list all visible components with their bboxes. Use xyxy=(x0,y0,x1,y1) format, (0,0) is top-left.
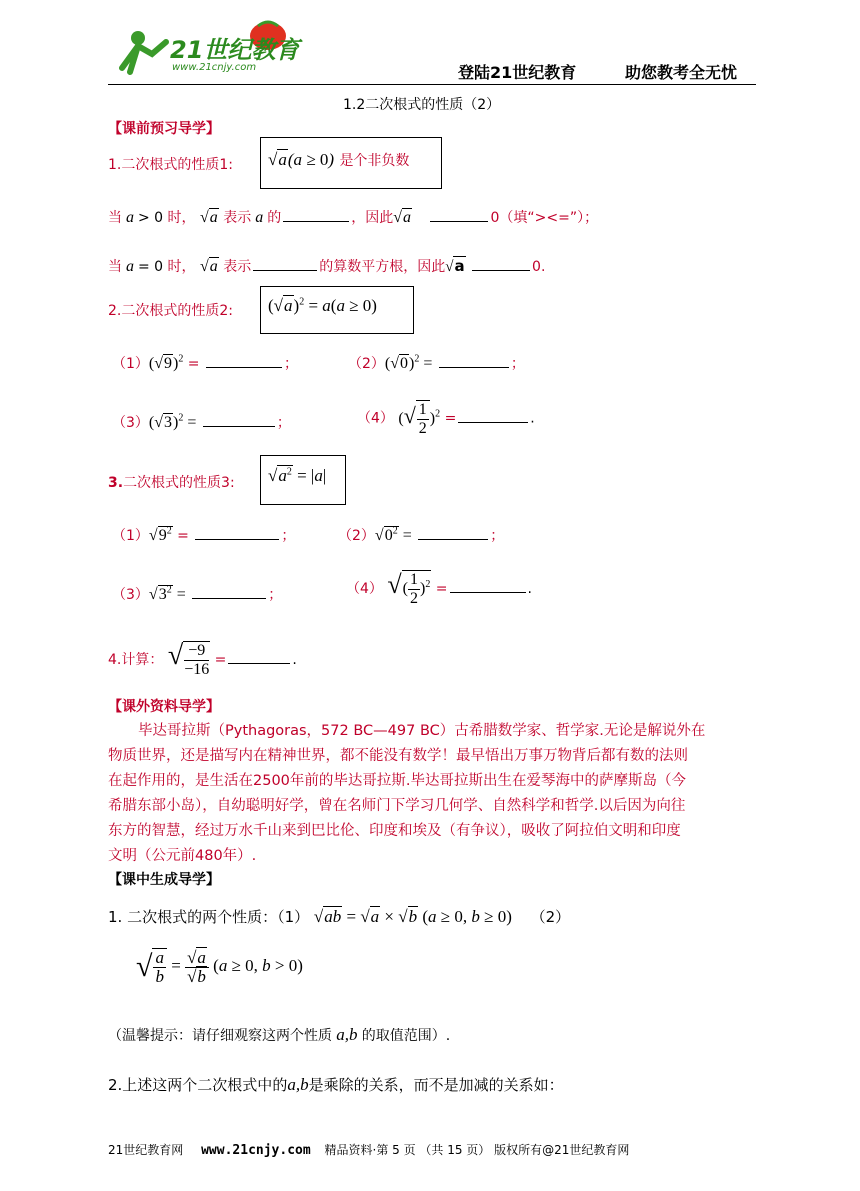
class-item2: 2.上述这两个二次根式中的a,b是乘除的关系，而不是加减的关系如： xyxy=(108,1075,564,1094)
reading-line: 文明（公元前480年）. xyxy=(108,848,257,864)
property3-formula: $√a^2 = |a|$ xyxy=(268,466,327,485)
property2-formula: $(√a)^2 = a(a \ge 0)$ xyxy=(268,296,377,315)
property1-line2: 当 a = 0 时， √a 表示 的算数平方根，因此√a 0. xyxy=(108,252,545,276)
header-slogan-right: 助您教考全无忧 xyxy=(625,63,738,82)
footer-url[interactable]: www.21cnjy.com xyxy=(201,1143,311,1158)
blank[interactable] xyxy=(430,203,488,222)
blank[interactable] xyxy=(439,349,509,368)
property2-label: 2.二次根式的性质2: xyxy=(108,303,233,319)
property1-box-tail: 是个非负数 xyxy=(339,153,410,169)
blank[interactable] xyxy=(206,349,282,368)
property3-q3: $(3)√3^2$ = ； xyxy=(112,580,282,604)
section-heading-extra: 【课外资料导学】 xyxy=(108,699,220,715)
property1-label: 1.二次根式的性质1: xyxy=(108,157,233,173)
class-item1-formula2: √ $\frac{a}{b}$ = $\frac{√a}{√b}$ (a ≥ 0, b > 0) xyxy=(136,947,303,986)
reading-line: 物质世界，还是描写内在精神世界，都不能没有数学！最早悟出万事万物背后都有数的法则 xyxy=(108,748,688,764)
blank[interactable] xyxy=(203,408,275,427)
reading-text xyxy=(108,719,758,869)
property3-q1: $(1)√9^2$ = ； xyxy=(112,521,295,545)
header-rule xyxy=(108,84,756,85)
class-item1: 1. 二次根式的两个性质：（1） √ab = √a × √b (a ≥ 0, b ≥ 0) （2） xyxy=(108,907,571,926)
footer-site: 21世纪教育网 xyxy=(108,1143,184,1157)
blank[interactable] xyxy=(418,521,488,540)
reading-line: 毕达哥拉斯（Pythagoras，572 BC—497 BC）古希腊数学家、哲学家.无论是解说外在 xyxy=(138,723,706,739)
footer-page-info: 精品资料·第 5 页 （共 15 页） 版权所有@21世纪教育网 xyxy=(324,1143,630,1157)
property2-q1: $(1)(√9)^2$ = ； xyxy=(112,349,298,373)
page-title: 1.2二次根式的性质（2） xyxy=(343,97,501,113)
section-heading-preview: 【课前预习导学】 xyxy=(108,121,220,137)
blank[interactable] xyxy=(228,645,290,664)
class-hint: （温馨提示：请仔细观察这两个性质 a,b 的取值范围）. xyxy=(108,1025,451,1044)
calc-question: 4.计算： √ $\frac{-9}{-16}$ = . xyxy=(108,640,297,679)
blank[interactable] xyxy=(450,574,526,593)
blank[interactable] xyxy=(253,252,317,271)
logo-url: www.21cnjy.com xyxy=(172,62,257,73)
property1-line1: 当 a > 0 时， √a 表示 a 的 ，因此√a 0（填“><=”）； xyxy=(108,203,598,227)
reading-line: 东方的智慧，经过万水千山来到巴比伦、印度和埃及（有争议），吸收了阿拉伯文明和印度 xyxy=(108,823,681,839)
blank[interactable] xyxy=(195,521,279,540)
blank[interactable] xyxy=(283,203,349,222)
footer xyxy=(108,1141,629,1158)
property3-q4: （4） √( $\frac{1}{2}$ )$^2$ = . xyxy=(346,570,532,607)
blank[interactable] xyxy=(458,404,528,423)
blank[interactable] xyxy=(192,580,266,599)
reading-line: 在起作用的，是生活在2500年前的毕达哥拉斯.毕达哥拉斯出生在爱琴海中的萨摩斯岛（今 xyxy=(108,773,687,789)
reading-line: 希腊东部小岛），自幼聪明好学，曾在名师门下学习几何学、自然科学和哲学.以后因为向往 xyxy=(108,798,686,814)
header-slogan-left: 登陆21世纪教育 xyxy=(458,63,577,82)
logo-text: 21世纪教育 xyxy=(170,36,300,64)
section-heading-class: 【课中生成导学】 xyxy=(108,872,220,888)
property2-q3: $(3)(√3)^2$ = ； xyxy=(112,408,291,432)
property2-q2: $(2)(√0)^2$ = ； xyxy=(348,349,525,373)
property2-q4: （4） (√ $\frac{1}{2}$ )$^2$ = . xyxy=(357,401,535,437)
property1-formula: √a(a ≥ 0) 是个非负数 xyxy=(268,150,410,169)
property3-label: 3.二次根式的性质3: xyxy=(108,475,235,491)
blank[interactable] xyxy=(472,252,530,271)
property3-q2: $(2)√0^2$ = ； xyxy=(338,521,504,545)
